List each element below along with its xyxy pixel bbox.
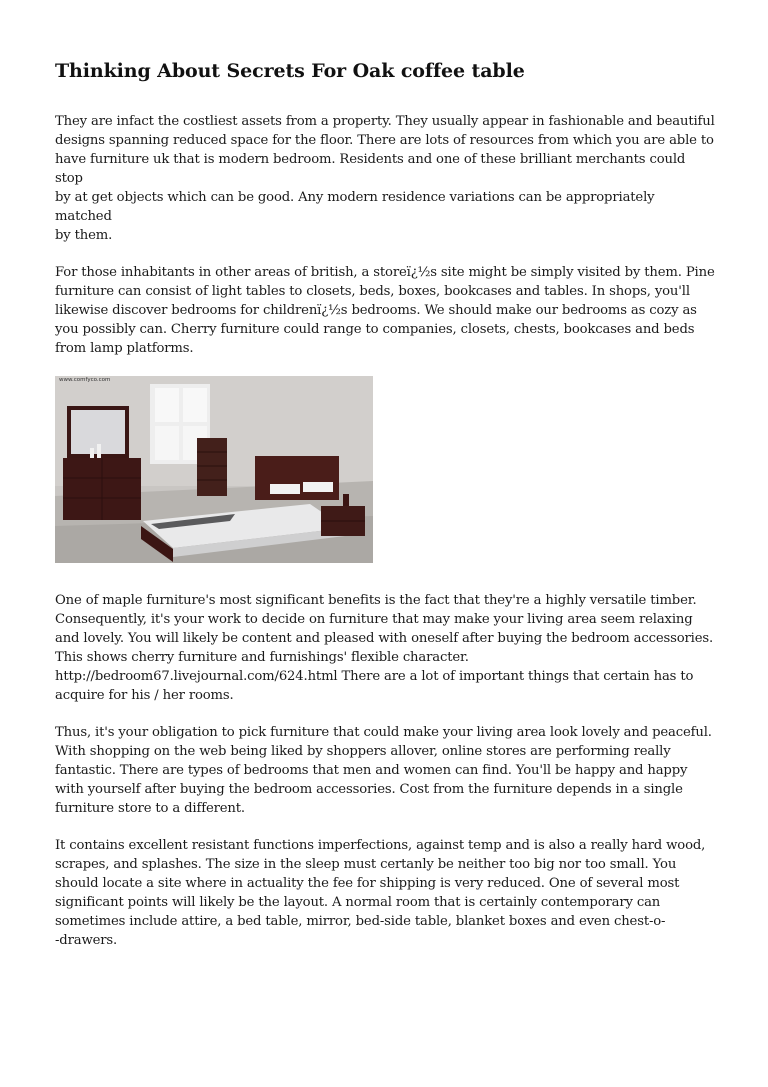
paragraph-1 bbox=[55, 112, 715, 245]
paragraph-line: -drawers. bbox=[55, 933, 118, 948]
paragraph-line: They are infact the costliest assets from a property. They usually appear in fashionable and beautiful bbox=[55, 114, 715, 129]
paragraph-4 bbox=[55, 723, 715, 818]
paragraph-line: by them. bbox=[55, 228, 113, 243]
paragraph-line: http://bedroom67.livejournal.com/624.html There are a lot of important things that certain has to bbox=[55, 669, 694, 684]
paragraph-line: from lamp platforms. bbox=[55, 341, 194, 356]
paragraph-line: One of maple furniture's most significant benefits is the fact that they're a highly versatile timber. bbox=[55, 593, 697, 608]
document-page bbox=[55, 60, 715, 968]
paragraph-2 bbox=[55, 263, 715, 358]
paragraph-line: acquire for his / her rooms. bbox=[55, 688, 234, 703]
paragraph-line: Consequently, it's your work to decide on furniture that may make your living area seem relaxing bbox=[55, 612, 693, 627]
paragraph-line: furniture can consist of light tables to closets, beds, boxes, bookcases and tables. In shops, you'll bbox=[55, 284, 690, 299]
paragraph-line: Thus, it's your obligation to pick furniture that could make your living area look lovely and peaceful. bbox=[55, 725, 712, 740]
paragraph-line: should locate a site where in actuality the fee for shipping is very reduced. One of several most bbox=[55, 876, 680, 891]
paragraph-line: It contains excellent resistant functions imperfections, against temp and is also a really hard wood, bbox=[55, 838, 706, 853]
paragraph-line: with yourself after buying the bedroom accessories. Cost from the furniture depends in a single bbox=[55, 782, 683, 797]
paragraph-line: significant points will likely be the layout. A normal room that is certainly contemporary can bbox=[55, 895, 661, 910]
paragraph-line: furniture store to a different. bbox=[55, 801, 245, 816]
paragraph-line: have furniture uk that is modern bedroom. Residents and one of these brilliant merchants could stop bbox=[55, 152, 686, 186]
paragraph-line: sometimes include attire, a bed table, mirror, bed-side table, blanket boxes and even chest-o- bbox=[55, 914, 666, 929]
paragraph-line: designs spanning reduced space for the floor. There are lots of resources from which you are able to bbox=[55, 133, 714, 148]
paragraph-line: by at get objects which can be good. Any modern residence variations can be appropriately matched bbox=[55, 190, 655, 224]
paragraph-line: For those inhabitants in other areas of british, a storeï¿½s site might be simply visited by them. Pine bbox=[55, 265, 715, 280]
paragraph-line: fantastic. There are types of bedrooms that men and women can find. You'll be happy and happy bbox=[55, 763, 688, 778]
paragraph-line: likewise discover bedrooms for childrenï¿½s bedrooms. We should make our bedrooms as cozy as bbox=[55, 303, 697, 318]
paragraph-line: With shopping on the web being liked by shoppers allover, online stores are performing really bbox=[55, 744, 671, 759]
paragraph-3 bbox=[55, 591, 715, 705]
paragraph-line: scrapes, and splashes. The size in the sleep must certanly be neither too big nor too small. You bbox=[55, 857, 677, 872]
bedroom-photo bbox=[55, 376, 373, 563]
bedroom-illustration bbox=[55, 376, 373, 563]
paragraph-5 bbox=[55, 836, 715, 950]
page-title: Thinking About Secrets For Oak coffee table bbox=[55, 60, 525, 82]
paragraph-line: and lovely. You will likely be content and pleased with oneself after buying the bedroom accessories. bbox=[55, 631, 714, 646]
image-watermark: www.comfyco.com bbox=[59, 377, 111, 383]
paragraph-line: This shows cherry furniture and furnishings' flexible character. bbox=[55, 650, 469, 665]
paragraph-line: you possibly can. Cherry furniture could range to companies, closets, chests, bookcases and beds bbox=[55, 322, 695, 337]
